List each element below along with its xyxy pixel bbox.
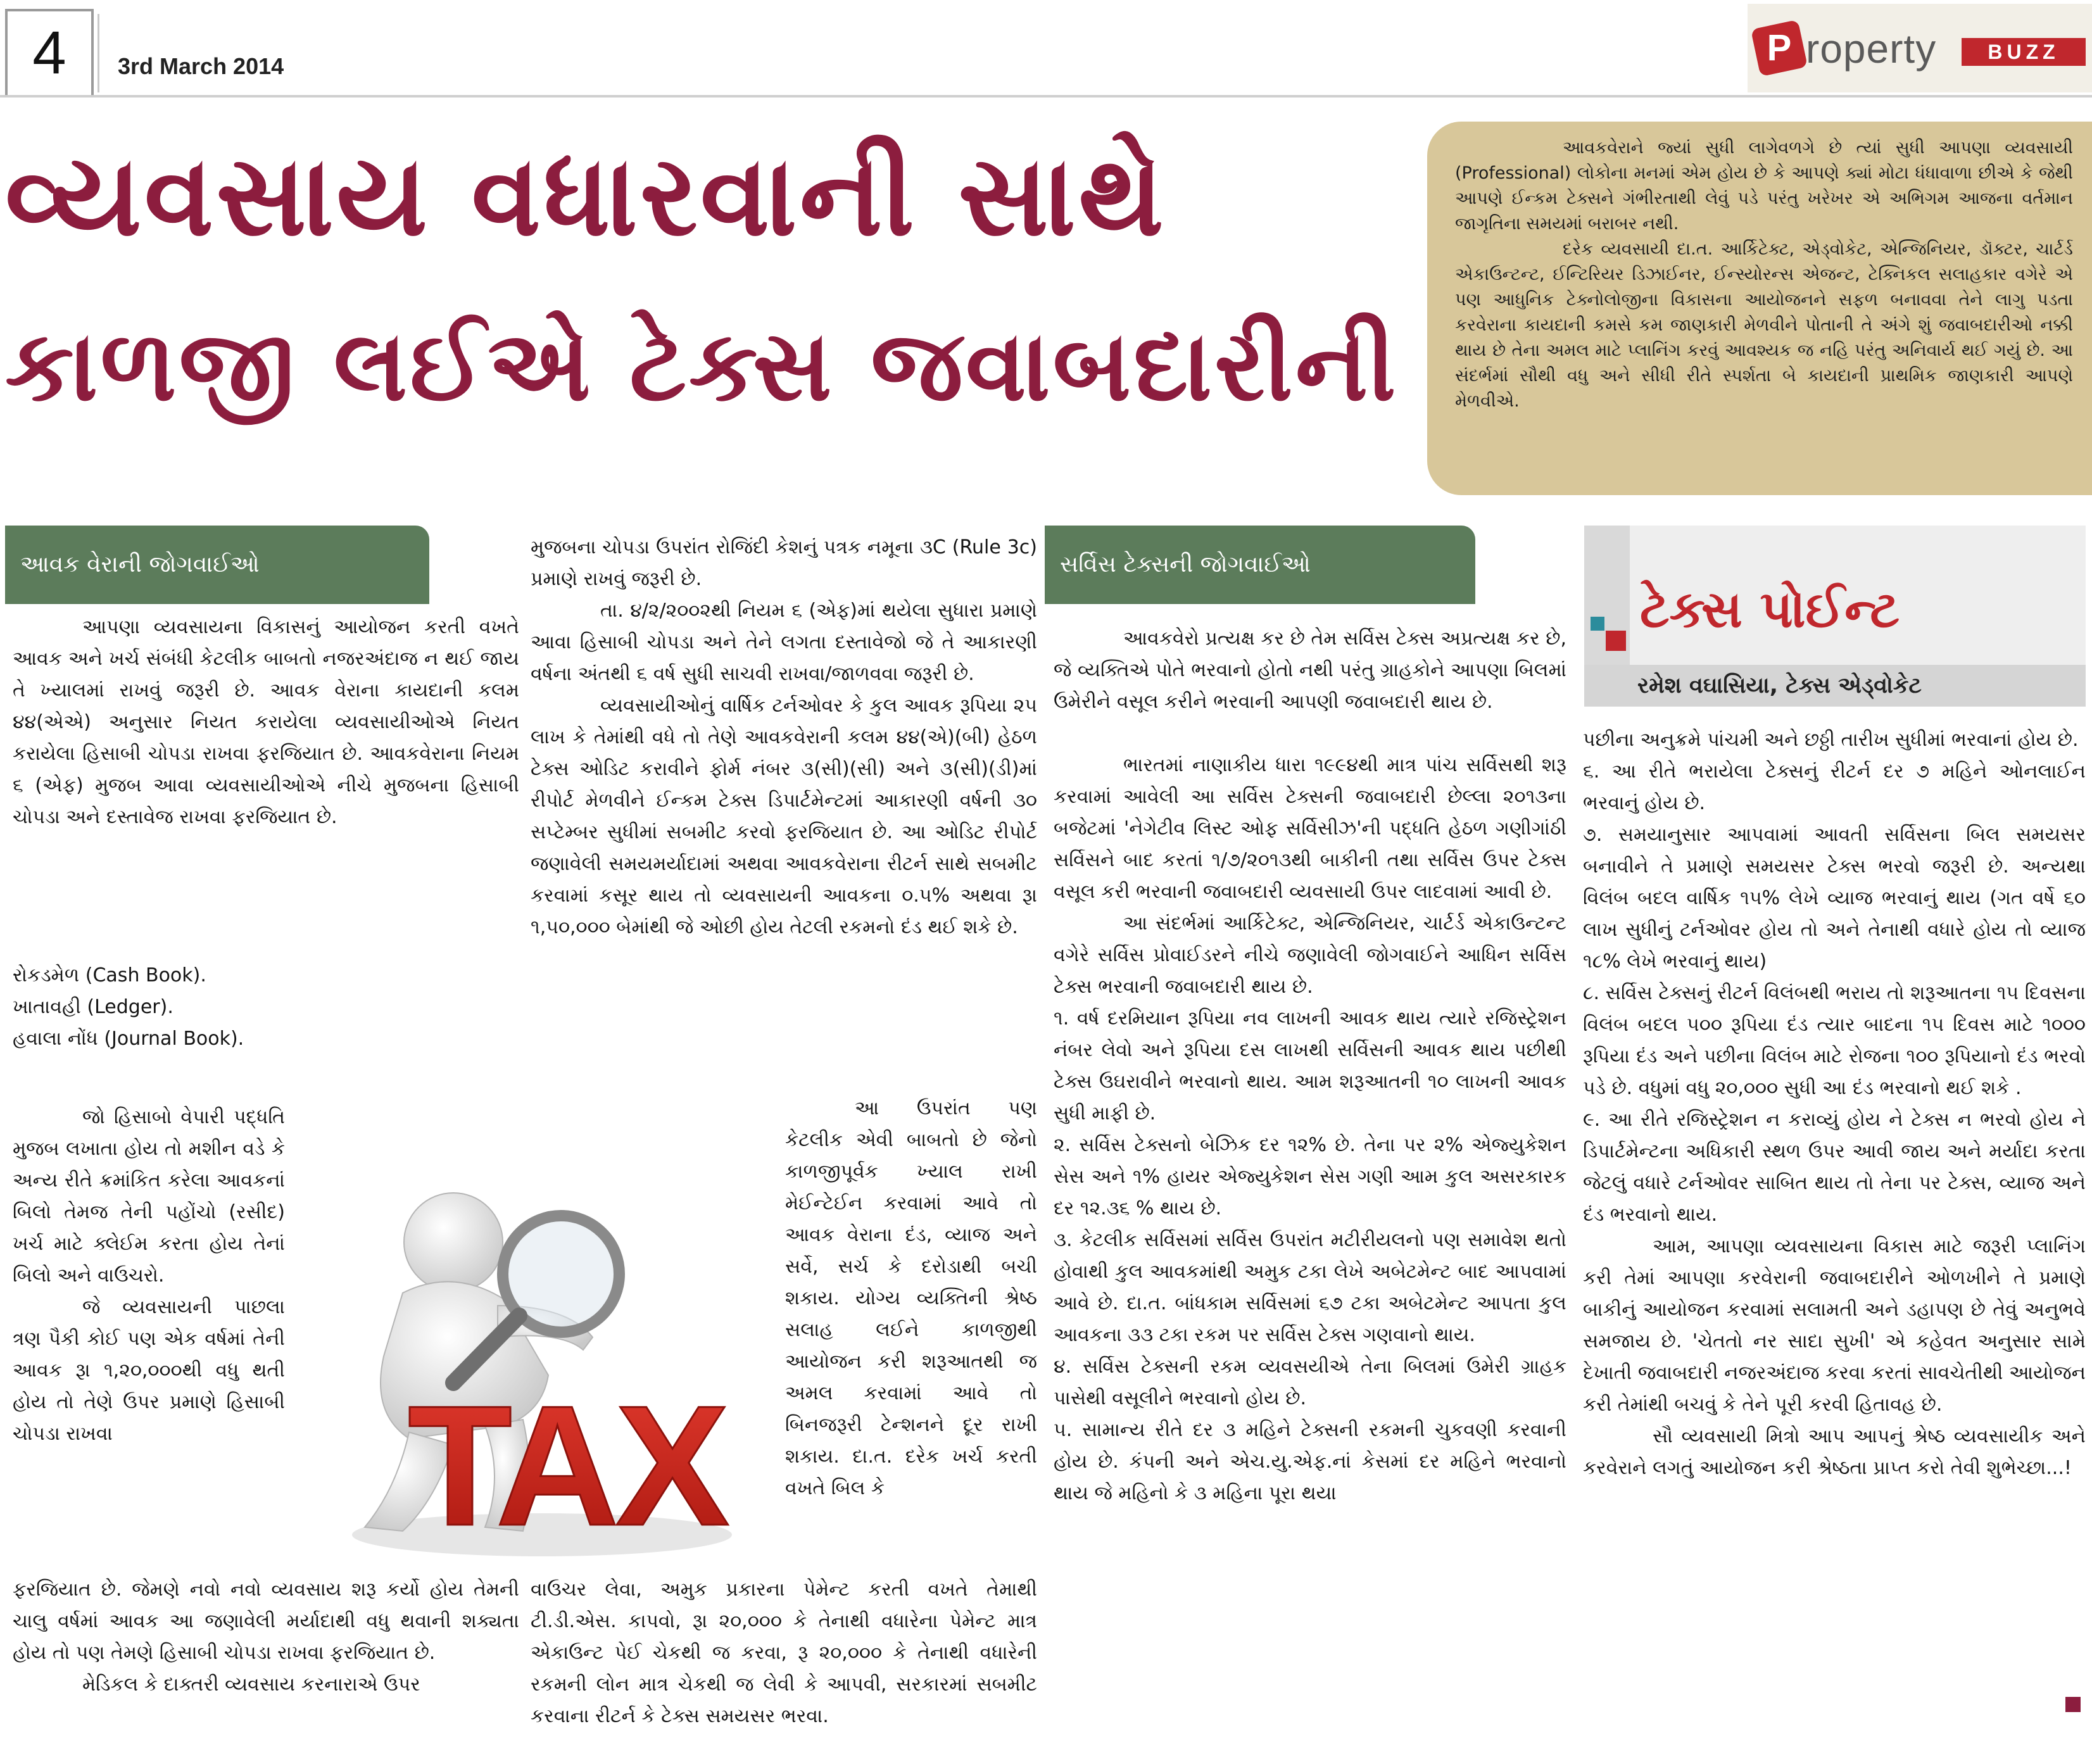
header-separator xyxy=(98,14,99,92)
list-item: હવાલા નોંધ (Journal Book). xyxy=(13,1028,244,1050)
column-1-narrow xyxy=(13,1102,285,1450)
author-byline: રમેશ વઘાસિયા, ટેક્સ એડ્વોકેટ xyxy=(1584,665,2086,707)
list-item: ૬. આ રીતે ભરાયેલા ટેક્સનું રીટર્ન દર ૭ મહિને ઓનલાઈન ભરવાનું હોય છે. xyxy=(1583,760,2086,814)
column-4-conclusion: આમ, આપણા વ્યવસાયના વિકાસ માટે જરૂરી પ્લાનિંગ કરી તેમાં આપણા કરવેરાની જવાબદારીને ઓળખીને તે પ્રમાણે બાકીનું આયોજન કરવામાં સલામતી અને ડહાપણ છે તેવું અનુભવે સમજાય છે. 'ચેતતો નર સાદા સુખી' એ કહેવત અનુસાર સામે દેખાતી જવાબદારી નજરઅંદાજ કરવા કરતાં સાવચેતીથી આયોજન કરી તેમાંથી બચવું કે તેને પૂરી કરવી હિતાવહ છે. xyxy=(1583,1235,2086,1416)
brand-mark-letter: P xyxy=(1767,27,1792,68)
column-1-paragraph-1: આપણા વ્યવસાયના વિકાસનું આયોજન કરતી વખતે આવક અને ખર્ચ સંબંધી કેટલીક બાબતો નજરઅંદાજ ન થઈ જાય તે ખ્યાલમાં રાખવું જરૂરી છે. આવક વેરાના કાયદાની કલમ ૪૪(એએ) અનુસાર નિયત કરાયેલા વ્યવસાયીઓએ નિયત કરાયેલા હિસાબી ચોપડા રાખવા ફરજિયાત છે. આવકવેરાના નિયમ ૬ (એફ) મુજબ આવા વ્યવસાયીઓએ નીચે મુજબના હિસાબી ચોપડા અને દસ્તાવેજ રાખવા ફરજિયાત છે. xyxy=(13,616,519,828)
list-item: રોકડમેળ (Cash Book). xyxy=(13,964,206,986)
intro-paragraph-1: આવકવેરાને જ્યાં સુધી લાગેવળગે છે ત્યાં સુધી આપણા વ્યવસાયી (Professional) લોકોના મનમાં એમ હોય છે કે આપણે ક્યાં મોટા ધંધાવાળા છીએ કે જેથી આપણે ઈન્કમ ટેક્સને ગંભીરતાથી લેવું પડે પરંતુ ખરેખર એ અભિગમ આજના વર્તમાન જાગૃતિના સમયમાં બરાબર નથી. xyxy=(1455,138,2073,234)
column-2-top xyxy=(531,532,1037,943)
page-number: 4 xyxy=(5,9,94,98)
list-item: ૮. સર્વિસ ટેક્સનું રીટર્ન વિલંબથી ભરાય તો શરૂઆતના ૧૫ દિવસના વિલંબ બદલ ૫૦૦ રૂપિયા દંડ ત્યાર બાદના ૧૫ દિવસ માટે ૧૦૦૦ રૂપિયા દંડ અને પછીના વિલંબ માટે રોજના ૧૦૦ રૂપિયાનો દંડ ભરવો પડે છે. વધુમાં વધુ ૨૦,૦૦૦ સુધી આ દંડ ભરવાનો થઈ શકે . xyxy=(1583,982,2086,1099)
column-1-paragraph-4: મેડિકલ કે દાક્તરી વ્યવસાય કરનારાએ ઉપર xyxy=(82,1673,420,1696)
list-item: ૯. આ રીતે રજિસ્ટ્રેશન ન કરાવ્યું હોય ને ટેક્સ ન ભરવો હોય ને ડિપાર્ટમેન્ટના અધિકારી સ્થળ ઉપર આવી જાય અને મર્યાદા કરતા જેટલું વધારે ટર્નઓવર સાબિત થાય તો તેના પર ટેક્સ, વ્યાજ અને દંડ ભરવાનો થાય. xyxy=(1583,1109,2086,1226)
header-rule xyxy=(0,95,2092,98)
tax-magnifier-illustration xyxy=(295,1147,771,1570)
column-3-paragraph-1: આવકવેરો પ્રત્યક્ષ કર છે તેમ સર્વિસ ટેક્સ અપ્રત્યક્ષ કર છે, જે વ્યક્તિએ પોતે ભરવાનો હોતો નથી પરંતુ ગ્રાહકોને આપણા બિલમાં ઉમેરીને વસૂલ કરીને ભરવાની આપણી જવાબદારી થાય છે. xyxy=(1054,627,1566,713)
issue-date: 3rd March 2014 xyxy=(118,53,284,79)
column-1-paragraph-3: જે વ્યવસાયની પાછલા ત્રણ પૈકી કોઈ પણ એક વર્ષમાં તેની આવક રૂા ૧,૨૦,૦૦૦થી વધુ થતી હોય તો તેણે ઉપર પ્રમાણે હિસાબી ચોપડા રાખવા xyxy=(13,1296,285,1445)
column-1-paragraph-3-cont: ફરજિયાત છે. જેમણે નવો નવો વ્યવસાય શરૂ કર્યો હોય તેમની ચાલુ વર્ષમાં આવક આ જણાવેલી મર્યાદાથી વધુ થવાની શક્યતા હોય તો પણ તેમણે હિસાબી ચોપડા રાખવા ફરજિયાત છે. xyxy=(13,1578,519,1664)
intro-paragraph-2: દરેક વ્યવસાયી દા.ત. આર્કિટેક્ટ, એડ્વોકેટ, એન્જિનિયર, ડૉક્ટર, ચાર્ટર્ડ એકાઉન્ટન્ટ, ઈન્ટિરિયર ડિઝાઈનર, ઈન્સ્યોરન્સ એજન્ટ, ટેક્નિકલ સલાહકાર વગેરે એ પણ આધુનિક ટેક્નોલોજીના વિકાસના આયોજનને સફળ બનાવવા તેને લાગુ પડતા કરવેરાના કાયદાની કમસે કમ જાણકારી મેળવીને પોતાની તે અંગે શું જવાબદારીઓ નક્કી થાય છે તેના અમલ માટે પ્લાનિંગ કરવું આવશ્યક જ નહિ પરંતુ અનિવાર્ય થઈ ગયું છે. આ સંદર્ભમાં સૌથી વધુ અને સીધી રીતે સ્પર્શતા બે કાયદાની પ્રાથમિક જાણકારી આપણે મેળવીએ. xyxy=(1455,239,2073,411)
list-item: ૫. સામાન્ય રીતે દર ૩ મહિને ટેક્સની રકમની ચુકવણી કરવાની હોય છે. કંપની અને એચ.યુ.એફ.નાં કેસમાં દર મહિને ભરવાનો થાય જે મહિનો કે ૩ મહિના પૂરા થયા xyxy=(1054,1419,1566,1504)
books-list xyxy=(13,960,519,1055)
list-item: ૭. સમયાનુસાર આપવામાં આવતી સર્વિસના બિલ સમયસર બનાવીને તે પ્રમાણે સમયસર ટેક્સ ભરવો જરૂરી છે. અન્યથા વિલંબ બદલ વાર્ષિક ૧૫% લેખે વ્યાજ ભરવાનું થાય (ગત વર્ષે ૬૦ લાખ સુધીનું ટર્નઓવર હોય તો અને તેનાથી વધારે હોય તો વ્યાજ ૧૮% લેખે ભરવાનું થાય) xyxy=(1583,824,2086,973)
list-item: ખાતાવહી (Ledger). xyxy=(13,996,173,1018)
headline-line-1: વ્યવસાય વધારવાની સાથે xyxy=(5,131,1167,261)
tax-word: TAX xyxy=(408,1371,726,1561)
column-4-closing-wish: સૌ વ્યવસાયી મિત્રો આપ આપનું શ્રેષ્ઠ વ્યવસાયીક અને કરવેરાને લગતું આયોજન કરી શ્રેષ્ઠતા પ્રાપ્ત કરો તેવી શુભેચ્છા...! xyxy=(1583,1425,2086,1479)
tax-point-title: ટેક્સ પોઈન્ટ xyxy=(1640,580,1900,639)
tax-point-square-icon xyxy=(1591,617,1604,631)
article-end-mark xyxy=(2065,1697,2081,1712)
list-item: ૪. સર્વિસ ટેક્સની રકમ વ્યવસયીએ તેના બિલમાં ઉમેરી ગ્રાહક પાસેથી વસૂલીને ભરવાનો હોય છે. xyxy=(1054,1356,1566,1409)
brand-tag: BUZZ xyxy=(1962,38,2086,66)
column-3-paragraph-2: ભારતમાં નાણાકીય ધારા ૧૯૯૪થી માત્ર પાંચ સર્વિસથી શરૂ કરવામાં આવેલી આ સર્વિસ ટેક્સની જવાબદારી છેલ્લા ૨૦૧૩ના બજેટમાં 'નેગેટીવ લિસ્ટ ઓફ સર્વિસીઝ'ની પદ્ધતિ હેઠળ ગણીગાંઠી સર્વિસને બાદ કરતાં ૧/૭/૨૦૧૩થી બાકીની તથા સર્વિસ ઉપર ટેક્સ વસૂલ કરી ભરવાની જવાબદારી વ્યવસાયી ઉપર લાદવામાં આવી છે. xyxy=(1054,754,1566,903)
column-3-paragraph-3: આ સંદર્ભમાં આર્કિટેક્ટ, એન્જિનિયર, ચાર્ટર્ડ એકાઉન્ટન્ટ વગેરે સર્વિસ પ્રોવાઈડરને નીચે જણાવેલી જોગવાઈને આધિન સર્વિસ ટેક્સ ભરવાની જવાબદારી થાય છે. xyxy=(1054,912,1566,998)
figure-head xyxy=(404,1193,503,1292)
column-2-paragraph-2: તા. ૪/૨/૨૦૦૨થી નિયમ ૬ (એફ)માં થયેલા સુધારા પ્રમાણે આવા હિસાબી ચોપડા અને તેને લગતા દસ્તાવેજો જે તે આકારણી વર્ષના અંતથી ૬ વર્ષ સુધી સાચવી રાખવા/જાળવવા જરૂરી છે. xyxy=(531,600,1037,685)
intro-box xyxy=(1427,122,2092,495)
column-1-intro xyxy=(13,612,519,833)
income-tax-section-head: આવક વેરાની જોગવાઈઓ xyxy=(5,526,429,604)
column-3 xyxy=(1054,623,1566,1509)
column-2-paragraph-1: મુજબના ચોપડા ઉપરાંત રોજિંદી કેશનું પત્રક નમૂના ૩C (Rule 3c) પ્રમાણે રાખવું જરૂરી છે. xyxy=(531,536,1037,590)
brand-wordmark: roperty xyxy=(1806,26,1937,72)
column-1-paragraph-2: જો હિસાબો વેપારી પદ્ધતિ મુજબ લખાતા હોય તો મશીન વડે કે અન્ય રીતે ક્રમાંકિત કરેલા આવકનાં બિલો તેમજ તેની પહોંચો (રસીદ) ખર્ચ માટે ક્લેઈમ કરતા હોય તેનાં બિલો અને વાઉચરો. xyxy=(13,1106,285,1287)
column-4 xyxy=(1583,724,2086,1484)
list-item: પછીના અનુક્રમે પાંચમી અને છઠ્ઠી તારીખ સુધીમાં ભરવાનાં હોય છે. xyxy=(1583,729,2079,751)
list-item: ૨. સર્વિસ ટેક્સનો બેઝિક દર ૧૨% છે. તેના પર ૨% એજ્યુકેશન સેસ અને ૧% હાયર એજ્યુકેશન સેસ ગણી આમ કુલ અસરકારક દર ૧૨.૩૬ % થાય છે. xyxy=(1054,1134,1566,1219)
tax-point-square-icon xyxy=(1606,631,1626,651)
service-tax-section-head: સર્વિસ ટેક્સની જોગવાઈઓ xyxy=(1045,526,1475,604)
column-1-bottom xyxy=(13,1574,519,1701)
list-item: ૧. વર્ષ દરમિયાન રૂપિયા નવ લાખની આવક થાય ત્યારે રજિસ્ટ્રેશન નંબર લેવો અને રૂપિયા દસ લાખથી સર્વિસની આવક થાય પછીથી ટેક્સ ઉઘરાવીને ભરવાનો થાય. આમ શરૂઆતની ૧૦ લાખની આવક સુધી માફી છે. xyxy=(1054,1007,1566,1125)
column-2-paragraph-4-cont: વાઉચર લેવા, અમુક પ્રકારના પેમેન્ટ કરતી વખતે તેમાથી ટી.ડી.એસ. કાપવો, રૂા ૨૦,૦૦૦ કે તેનાથી વધારેના પેમેન્ટ માત્ર એકાઉન્ટ પેઈ ચેકથી જ કરવા, રૂ ૨૦,૦૦૦ કે તેનાથી વધારેની રકમની લોન માત્ર ચેકથી જ લેવી કે આપવી, સરકારમાં સબમીટ કરવાના રીટર્ન કે ટેક્સ સમયસર ભરવા. xyxy=(531,1578,1037,1727)
column-2-paragraph-3: વ્યવસાયીઓનું વાર્ષિક ટર્નઓવર કે કુલ આવક રૂપિયા ૨૫ લાખ કે તેમાંથી વધે તો તેણે આવકવેરાની કલમ ૪૪(એ)(બી) હેઠળ ટેક્સ ઓડિટ કરાવીને ફોર્મ નંબર ૩(સી)(સી) અને ૩(સી)(ડી)માં રીપોર્ટ મેળવીને ઈન્કમ ટેક્સ ડિપાર્ટમેન્ટમાં આકારણી વર્ષની ૩૦ સપ્ટેમ્બર સુધીમાં સબમીટ કરવો ફરજિયાત છે. આ ઓડિટ રીપોર્ટ જણાવેલી સમયમર્યાદામાં અથવા આવકવેરાના રીટર્ન સાથે સબમીટ કરવામાં કસૂર થાય તો વ્યવસાયની આવકના ૦.૫% અથવા રૂા ૧,૫૦,૦૦૦ બેમાંથી જે ઓછી હોય તેટલી રકમનો દંડ થઈ શકે છે. xyxy=(531,695,1037,938)
column-2-bottom xyxy=(531,1574,1037,1732)
column-2-narrow xyxy=(785,1093,1037,1504)
headline-line-2: કાળજી લઈએ ટેક્સ જવાબદારીની xyxy=(5,310,1399,423)
list-item: ૩. કેટલીક સર્વિસમાં સર્વિસ ઉપરાંત મટીરીયલનો પણ સમાવેશ થતો હોવાથી કુલ આવકમાંથી અમુક ટકા લેખે અબેટમેન્ટ બાદ આપવામાં આવે છે. દા.ત. બાંધકામ સર્વિસમાં ૬૭ ટકા અબેટમેન્ટ આપતા કુલ આવકના ૩૩ ટકા રકમ પર સર્વિસ ટેક્સ ગણવાનો થાય. xyxy=(1054,1229,1566,1346)
column-2-paragraph-4: આ ઉપરાંત પણ કેટલીક એવી બાબતો છે જેનો કાળજીપૂર્વક ખ્યાલ રાખી મેઈન્ટેઈન કરવામાં આવે તો આવક વેરાના દંડ, વ્યાજ અને સર્વે, સર્ચ કે દરોડાથી બચી શકાય. યોગ્ય વ્યક્તિની શ્રેષ્ઠ સલાહ લઈને કાળજીથી આયોજન કરી શરૂઆતથી જ અમલ કરવામાં આવે તો બિનજરૂરી ટેન્શનને દૂર રાખી શકાય. દા.ત. દરેક ખર્ચ કરતી વખતે બિલ કે xyxy=(785,1097,1037,1499)
